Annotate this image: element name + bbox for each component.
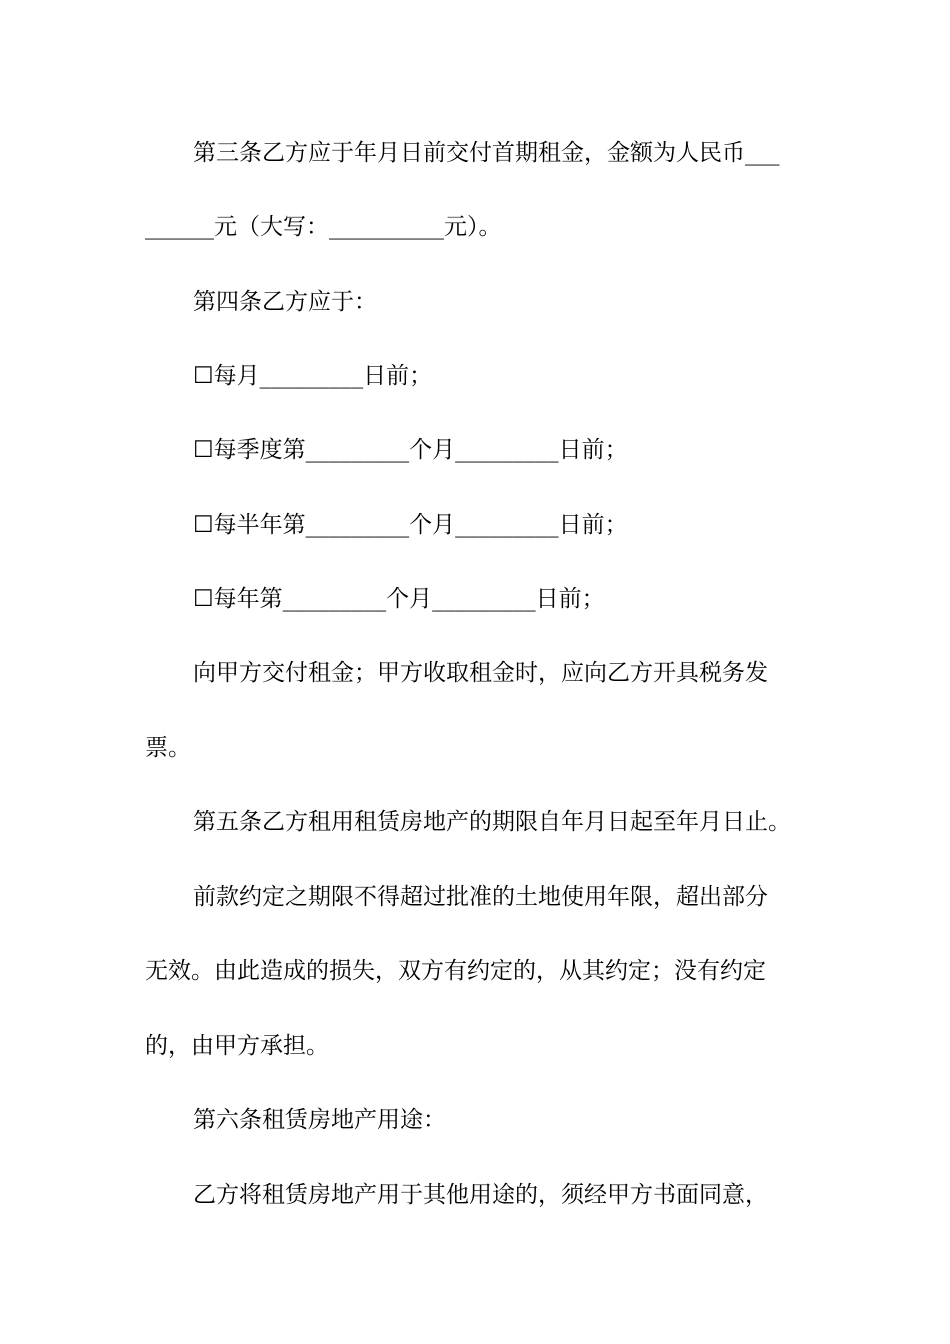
paragraph-line: [0, 133, 950, 173]
line-text: ☐每半年第_________个月_________日前；: [193, 512, 628, 538]
line-text: 前款约定之期限不得超过批准的土地使用年限，超出部分: [193, 884, 768, 910]
line-text: 票。: [145, 735, 191, 761]
paragraph-line: [0, 728, 950, 768]
paragraph-line: [0, 579, 950, 619]
line-text: ☐每年第_________个月_________日前；: [193, 586, 605, 612]
paragraph-line: [0, 653, 950, 693]
line-text: 第五条乙方租用租赁房地产的期限自年月日起至年月日止。: [193, 809, 791, 835]
paragraph-line: [0, 1175, 950, 1215]
line-text: 向甲方交付租金；甲方收取租金时，应向乙方开具税务发: [193, 660, 768, 686]
line-text: 无效。由此造成的损失，双方有约定的，从其约定；没有约定: [145, 958, 766, 984]
paragraph-line: [0, 877, 950, 917]
line-text: 的，由甲方承担。: [145, 1033, 329, 1059]
paragraph-line: [0, 1026, 950, 1066]
line-text: 第六条租赁房地产用途：: [193, 1107, 446, 1133]
paragraph-line: [0, 430, 950, 470]
paragraph-line: [0, 282, 950, 322]
line-text: ______元（大写：__________元）。: [145, 214, 502, 240]
paragraph-line: [0, 951, 950, 991]
line-text: ☐每季度第_________个月_________日前；: [193, 437, 628, 463]
paragraph-line: [0, 802, 950, 842]
paragraph-line: [0, 207, 950, 247]
line-text: 第四条乙方应于：: [193, 289, 377, 315]
line-text: 第三条乙方应于年月日前交付首期租金，金额为人民币___: [193, 140, 780, 166]
line-text: 乙方将租赁房地产用于其他用途的，须经甲方书面同意，: [193, 1182, 768, 1208]
paragraph-line: [0, 1100, 950, 1140]
paragraph-line: [0, 356, 950, 396]
paragraph-line: [0, 505, 950, 545]
line-text: ☐每月_________日前；: [193, 363, 433, 389]
